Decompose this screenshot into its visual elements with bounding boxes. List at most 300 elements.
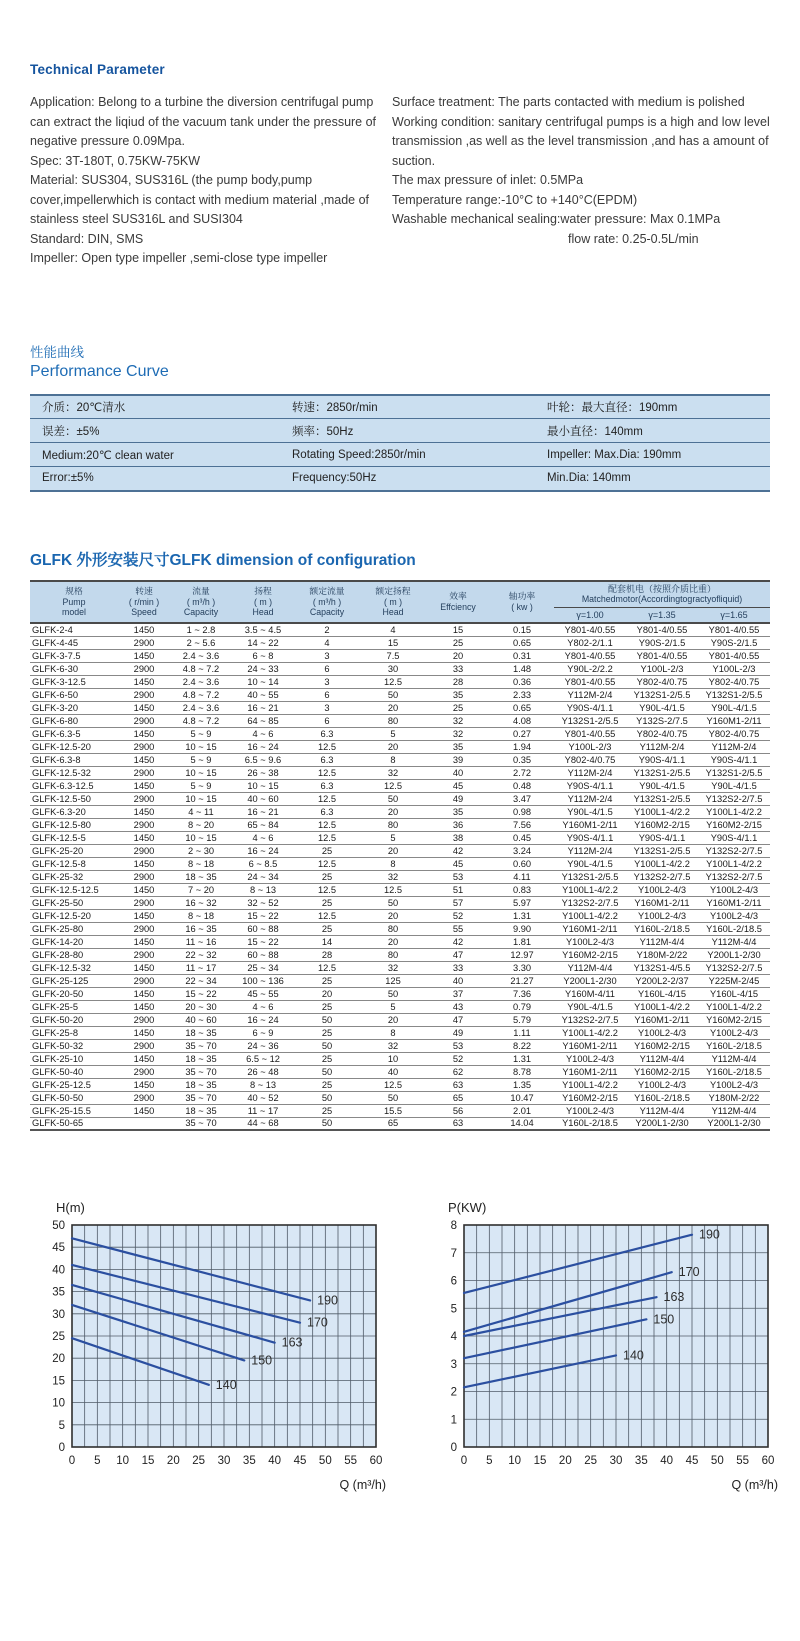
table-cell: 0.45 xyxy=(490,831,554,844)
table-cell: Y160L-2/18.5 xyxy=(626,1091,698,1104)
table-cell: Y90S-4/1.1 xyxy=(554,779,626,792)
table-row xyxy=(30,1104,770,1117)
table-cell: 8 xyxy=(360,753,426,766)
table-cell: 2900 xyxy=(118,688,170,701)
table-cell: Y100L-2/3 xyxy=(554,740,626,753)
table-row xyxy=(30,740,770,753)
table-row xyxy=(30,961,770,974)
table-cell: GLFK-3-7.5 xyxy=(30,649,118,662)
table-cell: Y180M-2/22 xyxy=(626,948,698,961)
table-cell: 50 xyxy=(294,1065,360,1078)
table-cell: 1450 xyxy=(118,779,170,792)
table-cell: 80 xyxy=(360,714,426,727)
table-cell: Y160M2-2/15 xyxy=(626,818,698,831)
table-cell: 30 xyxy=(360,662,426,675)
x-tick-label: 30 xyxy=(217,1455,231,1467)
table-cell: Y160L-2/18.5 xyxy=(698,922,770,935)
table-cell: 11 ~ 17 xyxy=(170,961,232,974)
perf-table-row xyxy=(30,419,770,443)
table-cell: 57 xyxy=(426,896,490,909)
dim-header-cell: 规格 Pump model xyxy=(30,581,118,624)
table-cell: 25 xyxy=(294,974,360,987)
table-cell: 20 xyxy=(360,740,426,753)
table-cell: 38 xyxy=(426,831,490,844)
x-tick-label: 5 xyxy=(486,1455,493,1467)
table-cell: Y132S1-2/5.5 xyxy=(626,844,698,857)
table-cell: 1450 xyxy=(118,727,170,740)
x-tick-label: 25 xyxy=(584,1455,598,1467)
tech-param-line: Material: SUS304, SUS316L (the pump body,pump cover,impellerwhich is contact with medium material ,made of stainless steel SUS316L and SUSI304 xyxy=(30,173,370,226)
table-cell: 1450 xyxy=(118,883,170,896)
table-cell: Y160L-2/18.5 xyxy=(698,1039,770,1052)
dim-motor-group-header xyxy=(554,581,770,608)
table-cell: 50 xyxy=(360,1091,426,1104)
table-cell: Y90S-4/1.1 xyxy=(554,831,626,844)
table-cell: 50 xyxy=(360,896,426,909)
table-cell: 6 ~ 8.5 xyxy=(232,857,294,870)
table-cell: 8 ~ 13 xyxy=(232,883,294,896)
table-cell: 1450 xyxy=(118,1052,170,1065)
table-cell: 25 xyxy=(294,922,360,935)
table-row xyxy=(30,818,770,831)
y-tick-label: 15 xyxy=(52,1375,65,1388)
table-cell: 39 xyxy=(426,753,490,766)
x-tick-label: 55 xyxy=(344,1455,358,1467)
y-tick-label: 5 xyxy=(450,1303,457,1316)
table-cell: 15 ~ 22 xyxy=(232,909,294,922)
table-row xyxy=(30,1039,770,1052)
table-row xyxy=(30,974,770,987)
curve-label-140: 140 xyxy=(623,1348,644,1363)
table-cell: Y132S1-2/5.5 xyxy=(698,766,770,779)
table-cell: 20 xyxy=(360,909,426,922)
table-cell: 62 xyxy=(426,1065,490,1078)
table-row xyxy=(30,805,770,818)
table-cell: 8.22 xyxy=(490,1039,554,1052)
perf-table-cell: 叶轮：最大直径：190mm xyxy=(535,395,770,419)
table-cell: 16 ~ 24 xyxy=(232,1013,294,1026)
table-cell: 12.5 xyxy=(360,883,426,896)
table-row xyxy=(30,1026,770,1039)
table-cell: 40 ~ 60 xyxy=(232,792,294,805)
table-cell: Y160M1-2/11 xyxy=(626,1013,698,1026)
table-cell: Y112M-2/4 xyxy=(554,766,626,779)
table-cell: 100 ~ 136 xyxy=(232,974,294,987)
table-cell: Y90L-4/1.5 xyxy=(626,701,698,714)
table-cell: 24 ~ 33 xyxy=(232,662,294,675)
table-cell: 5 xyxy=(360,1000,426,1013)
table-cell: Y100L-2/3 xyxy=(626,662,698,675)
table-cell: 14 ~ 22 xyxy=(232,636,294,649)
table-cell: 12.5 xyxy=(360,779,426,792)
table-cell: GLFK-12.5-80 xyxy=(30,818,118,831)
table-cell: 7.36 xyxy=(490,987,554,1000)
table-cell: Y112M-2/4 xyxy=(554,844,626,857)
table-cell: 32 xyxy=(360,1039,426,1052)
table-cell: Y100L1-4/2.2 xyxy=(554,1078,626,1091)
table-cell: Y160M1-2/11 xyxy=(554,1039,626,1052)
perf-table-cell: Impeller: Max.Dia: 190mm xyxy=(535,443,770,467)
table-cell: 26 ~ 38 xyxy=(232,766,294,779)
table-cell: 1450 xyxy=(118,701,170,714)
table-cell: 50 xyxy=(294,1039,360,1052)
table-cell: 4 xyxy=(294,636,360,649)
table-cell: 2900 xyxy=(118,948,170,961)
table-cell: 20 ~ 30 xyxy=(170,1000,232,1013)
table-cell: Y132S1-2/5.5 xyxy=(554,714,626,727)
table-cell: 4.11 xyxy=(490,870,554,883)
table-cell: 2900 xyxy=(118,1065,170,1078)
table-cell: 49 xyxy=(426,792,490,805)
gamma-header-cell: γ=1.35 xyxy=(626,607,698,623)
table-row xyxy=(30,1065,770,1078)
table-cell: 55 xyxy=(426,922,490,935)
table-cell: 12.5 xyxy=(294,766,360,779)
table-cell: 6 xyxy=(294,714,360,727)
dim-header-cell: 额定扬程 ( m ) Head xyxy=(360,581,426,624)
table-cell: Y100L2-4/3 xyxy=(698,909,770,922)
table-cell: 40 xyxy=(426,766,490,779)
table-cell: GLFK-25-80 xyxy=(30,922,118,935)
table-cell: GLFK-25-5 xyxy=(30,1000,118,1013)
x-tick-label: 45 xyxy=(293,1455,307,1467)
table-row xyxy=(30,766,770,779)
table-cell: Y112M-2/4 xyxy=(698,740,770,753)
table-cell: Y132S1-2/5.5 xyxy=(626,688,698,701)
table-cell: Y160M1-2/11 xyxy=(626,896,698,909)
table-cell: 35 ~ 70 xyxy=(170,1091,232,1104)
table-cell: GLFK-50-65 xyxy=(30,1117,118,1130)
table-cell: 1.81 xyxy=(490,935,554,948)
table-cell: GLFK-25-10 xyxy=(30,1052,118,1065)
table-cell: 1.48 xyxy=(490,662,554,675)
table-cell: GLFK-12.5-20 xyxy=(30,740,118,753)
table-cell: 10 xyxy=(360,1052,426,1065)
table-cell: 2900 xyxy=(118,974,170,987)
gamma-header-cell: γ=1.65 xyxy=(698,607,770,623)
table-cell: 40 xyxy=(426,974,490,987)
table-cell: 20 xyxy=(294,987,360,1000)
table-cell: 6 xyxy=(294,662,360,675)
table-cell: 0.98 xyxy=(490,805,554,818)
table-cell: Y90L-4/1.5 xyxy=(698,701,770,714)
table-cell: 12.5 xyxy=(294,740,360,753)
table-cell: Y132S-2/7.5 xyxy=(626,714,698,727)
table-cell: 80 xyxy=(360,922,426,935)
table-cell: Y90S-2/1.5 xyxy=(626,636,698,649)
table-row xyxy=(30,623,770,636)
table-cell: 1450 xyxy=(118,961,170,974)
x-tick-label: 10 xyxy=(508,1455,522,1467)
table-cell: 1450 xyxy=(118,1078,170,1091)
table-row xyxy=(30,987,770,1000)
table-cell: Y132S2-2/7.5 xyxy=(698,844,770,857)
table-cell: 9.90 xyxy=(490,922,554,935)
table-cell: 25 xyxy=(294,1078,360,1091)
table-cell: 1450 xyxy=(118,1000,170,1013)
table-cell: Y100L2-4/3 xyxy=(554,1052,626,1065)
dim-header-cell: 额定流量 ( m³/h ) Capacity xyxy=(294,581,360,624)
table-cell: Y112M-4/4 xyxy=(626,935,698,948)
dim-header-cell: 效率 Effciency xyxy=(426,581,490,624)
table-cell: Y100L1-4/2.2 xyxy=(698,1000,770,1013)
table-cell: 16 ~ 21 xyxy=(232,805,294,818)
table-cell: 1.35 xyxy=(490,1078,554,1091)
table-cell: Y100L1-4/2.2 xyxy=(698,857,770,870)
perf-table-cell: 介质：20℃清水 xyxy=(30,395,280,419)
table-cell: 25 ~ 34 xyxy=(232,961,294,974)
table-cell: Y132S1-2/5.5 xyxy=(626,766,698,779)
table-cell: 10 ~ 15 xyxy=(170,831,232,844)
y-tick-label: 10 xyxy=(52,1397,65,1410)
table-cell: Y802-4/0.75 xyxy=(698,727,770,740)
table-cell: 2900 xyxy=(118,792,170,805)
y-tick-label: 7 xyxy=(450,1247,457,1260)
table-cell: Y100L-2/3 xyxy=(698,662,770,675)
table-cell: 2900 xyxy=(118,714,170,727)
table-cell: GLFK-3-20 xyxy=(30,701,118,714)
table-cell: Y90S-4/1.1 xyxy=(698,831,770,844)
table-cell: 4 ~ 11 xyxy=(170,805,232,818)
tech-param-flow-rate-line: flow rate: 0.25-0.5L/min xyxy=(568,231,699,246)
tech-params-right-column xyxy=(392,93,770,269)
table-cell: Y100L1-4/2.2 xyxy=(554,883,626,896)
table-cell: 20 xyxy=(360,935,426,948)
table-cell: 11 ~ 17 xyxy=(232,1104,294,1117)
table-cell: 12.5 xyxy=(360,675,426,688)
table-cell: 37 xyxy=(426,987,490,1000)
table-cell: GLFK-12.5-12.5 xyxy=(30,883,118,896)
table-cell: GLFK-12.5-32 xyxy=(30,766,118,779)
table-cell: 1450 xyxy=(118,1104,170,1117)
table-cell: 51 xyxy=(426,883,490,896)
table-cell: 6.5 ~ 9.6 xyxy=(232,753,294,766)
table-cell: 25 xyxy=(294,1104,360,1117)
table-cell: 4 ~ 6 xyxy=(232,1000,294,1013)
table-cell: GLFK-12.5-32 xyxy=(30,961,118,974)
table-cell: 0.65 xyxy=(490,701,554,714)
table-cell: 25 xyxy=(294,1000,360,1013)
curve-label-163: 163 xyxy=(281,1335,303,1350)
table-cell: Y160M1-2/11 xyxy=(554,922,626,935)
table-cell: 3.5 ~ 4.5 xyxy=(232,623,294,636)
table-cell: 56 xyxy=(426,1104,490,1117)
x-tick-label: 35 xyxy=(242,1455,256,1467)
table-cell: Y801-4/0.55 xyxy=(626,649,698,662)
table-cell: 15 xyxy=(426,623,490,636)
table-cell: Y132S1-4/5.5 xyxy=(626,961,698,974)
table-cell: 15 ~ 22 xyxy=(170,987,232,1000)
table-row xyxy=(30,753,770,766)
table-cell: Y160M2-2/15 xyxy=(554,1091,626,1104)
table-cell: 21.27 xyxy=(490,974,554,987)
table-cell: 65 ~ 84 xyxy=(232,818,294,831)
table-row xyxy=(30,1013,770,1026)
table-cell: 16 ~ 21 xyxy=(232,701,294,714)
table-cell: 18 ~ 35 xyxy=(170,1078,232,1091)
x-tick-label: 25 xyxy=(192,1455,206,1467)
x-tick-label: 35 xyxy=(634,1455,648,1467)
table-cell: Y801-4/0.55 xyxy=(554,649,626,662)
y-tick-label: 50 xyxy=(52,1220,65,1232)
table-cell xyxy=(118,1117,170,1130)
table-cell: Y90L-4/1.5 xyxy=(554,1000,626,1013)
table-cell: 1.31 xyxy=(490,1052,554,1065)
table-cell: GLFK-6-50 xyxy=(30,688,118,701)
table-cell: GLFK-6-30 xyxy=(30,662,118,675)
table-cell: 25 xyxy=(294,844,360,857)
table-cell: GLFK-12.5-8 xyxy=(30,857,118,870)
table-cell: 10 ~ 15 xyxy=(170,766,232,779)
table-cell: 35 ~ 70 xyxy=(170,1065,232,1078)
table-cell: GLFK-14-20 xyxy=(30,935,118,948)
table-cell: 45 xyxy=(426,857,490,870)
table-cell: Y112M-2/4 xyxy=(626,740,698,753)
table-cell: 28 xyxy=(426,675,490,688)
table-cell: 8 xyxy=(360,1026,426,1039)
table-cell: 35 ~ 70 xyxy=(170,1039,232,1052)
table-cell: 50 xyxy=(360,688,426,701)
table-cell: 15.5 xyxy=(360,1104,426,1117)
table-cell: 2900 xyxy=(118,896,170,909)
table-cell: 5 ~ 9 xyxy=(170,779,232,792)
tech-param-line: Application: Belong to a turbine the diversion centrifugal pump can extract the liqiud of the vacuum tank under the pressure of negative pressure 0.09Mpa. xyxy=(30,95,377,148)
table-cell: Y100L2-4/3 xyxy=(626,909,698,922)
table-cell: 6 ~ 9 xyxy=(232,1026,294,1039)
table-cell: Y100L2-4/3 xyxy=(626,883,698,896)
table-cell: 18 ~ 35 xyxy=(170,1052,232,1065)
performance-parameters-table xyxy=(30,394,770,492)
table-cell: 12.5 xyxy=(294,792,360,805)
table-cell: 50 xyxy=(294,1013,360,1026)
table-cell: 2 xyxy=(294,623,360,636)
tech-param-line: Working condition: sanitary centrifugal pumps is a high and low level transmission ,as well as the level transmission ,and has a amount of suction. xyxy=(392,114,770,168)
table-cell: 42 xyxy=(426,844,490,857)
table-row xyxy=(30,948,770,961)
x-tick-label: 45 xyxy=(685,1455,699,1467)
table-cell: 22 ~ 32 xyxy=(170,948,232,961)
table-cell: 8 ~ 13 xyxy=(232,1078,294,1091)
x-tick-label: 5 xyxy=(94,1455,101,1467)
table-cell: Y132S2-2/7.5 xyxy=(554,896,626,909)
table-cell: 4.8 ~ 7.2 xyxy=(170,688,232,701)
x-tick-label: 0 xyxy=(68,1455,76,1467)
table-cell: 1450 xyxy=(118,753,170,766)
table-cell: Y160L-2/18.5 xyxy=(554,1117,626,1130)
table-cell: Y90S-4/1.1 xyxy=(554,701,626,714)
x-tick-label: 15 xyxy=(533,1455,547,1467)
x-tick-label: 55 xyxy=(736,1455,750,1467)
table-cell: Y132S2-2/7.5 xyxy=(698,961,770,974)
table-cell: 2900 xyxy=(118,844,170,857)
table-cell: Y200L1-2/30 xyxy=(698,1117,770,1130)
table-cell: 1.31 xyxy=(490,909,554,922)
table-cell: 3 xyxy=(294,701,360,714)
table-row xyxy=(30,922,770,935)
table-cell: GLFK-50-50 xyxy=(30,1091,118,1104)
table-cell: 65 xyxy=(360,1117,426,1130)
curve-label-150: 150 xyxy=(653,1312,675,1327)
table-cell: 32 xyxy=(426,727,490,740)
table-cell: Y160M1-2/11 xyxy=(698,896,770,909)
table-row xyxy=(30,636,770,649)
table-cell: 5 xyxy=(360,727,426,740)
table-cell: GLFK-28-80 xyxy=(30,948,118,961)
dimension-section xyxy=(30,548,770,1132)
table-cell: 0.15 xyxy=(490,623,554,636)
table-cell: Y160M1-2/11 xyxy=(554,818,626,831)
tech-param-line: Standard: DIN, SMS xyxy=(30,231,144,246)
table-cell: 3.47 xyxy=(490,792,554,805)
y-tick-label: 1 xyxy=(450,1414,457,1427)
dim-header-cell: 扬程 ( m ) Head xyxy=(232,581,294,624)
power-flow-chart xyxy=(420,1189,780,1509)
table-cell: Y132S2-2/7.5 xyxy=(554,1013,626,1026)
perf-table-row xyxy=(30,443,770,467)
table-cell: 7.56 xyxy=(490,818,554,831)
table-cell: 20 xyxy=(360,805,426,818)
table-cell: 22 ~ 34 xyxy=(170,974,232,987)
table-cell: Y802-4/0.75 xyxy=(626,727,698,740)
table-cell: 40 ~ 55 xyxy=(232,688,294,701)
table-cell: Y160L-4/15 xyxy=(698,987,770,1000)
table-cell: 14.04 xyxy=(490,1117,554,1130)
table-cell: Y180M-2/22 xyxy=(698,1091,770,1104)
table-cell: 3.24 xyxy=(490,844,554,857)
table-cell: 35 xyxy=(426,688,490,701)
y-tick-label: 2 xyxy=(450,1386,457,1399)
table-cell: 25 xyxy=(426,701,490,714)
table-cell: GLFK-50-20 xyxy=(30,1013,118,1026)
table-row xyxy=(30,779,770,792)
table-cell: 5.79 xyxy=(490,1013,554,1026)
y-tick-label: 35 xyxy=(52,1286,65,1299)
performance-curve-section xyxy=(30,341,770,492)
table-cell: 0.35 xyxy=(490,753,554,766)
table-cell: 8 ~ 18 xyxy=(170,909,232,922)
table-cell: 6.3 xyxy=(294,805,360,818)
table-cell: 4 ~ 6 xyxy=(232,727,294,740)
table-row xyxy=(30,870,770,883)
table-cell: 3 xyxy=(294,675,360,688)
table-cell: GLFK-25-12.5 xyxy=(30,1078,118,1091)
table-cell: Y801-4/0.55 xyxy=(626,623,698,636)
perf-table-cell: 转速：2850r/min xyxy=(280,395,535,419)
table-cell: 20 xyxy=(360,844,426,857)
table-cell: 0.27 xyxy=(490,727,554,740)
table-cell: 2.33 xyxy=(490,688,554,701)
table-cell: 35 xyxy=(426,805,490,818)
table-cell: Y802-4/0.75 xyxy=(554,753,626,766)
curve-label-140: 140 xyxy=(215,1377,237,1392)
table-cell: Y160M1-2/11 xyxy=(554,1065,626,1078)
table-cell: Y160M2-2/15 xyxy=(554,948,626,961)
perf-table-cell: Error:±5% xyxy=(30,467,280,491)
table-cell: 20 xyxy=(360,701,426,714)
table-cell: Y100L2-4/3 xyxy=(554,1104,626,1117)
table-row xyxy=(30,792,770,805)
table-cell: Y90S-4/1.1 xyxy=(626,753,698,766)
table-cell: 5 ~ 9 xyxy=(170,727,232,740)
y-tick-label: 5 xyxy=(58,1419,65,1432)
pump-specification-table xyxy=(30,580,770,1132)
table-cell: 80 xyxy=(360,818,426,831)
table-cell: 45 xyxy=(426,779,490,792)
table-cell: Y160M-4/11 xyxy=(554,987,626,1000)
table-row xyxy=(30,1091,770,1104)
table-cell: 1450 xyxy=(118,831,170,844)
table-cell: Y132S2-2/7.5 xyxy=(698,792,770,805)
